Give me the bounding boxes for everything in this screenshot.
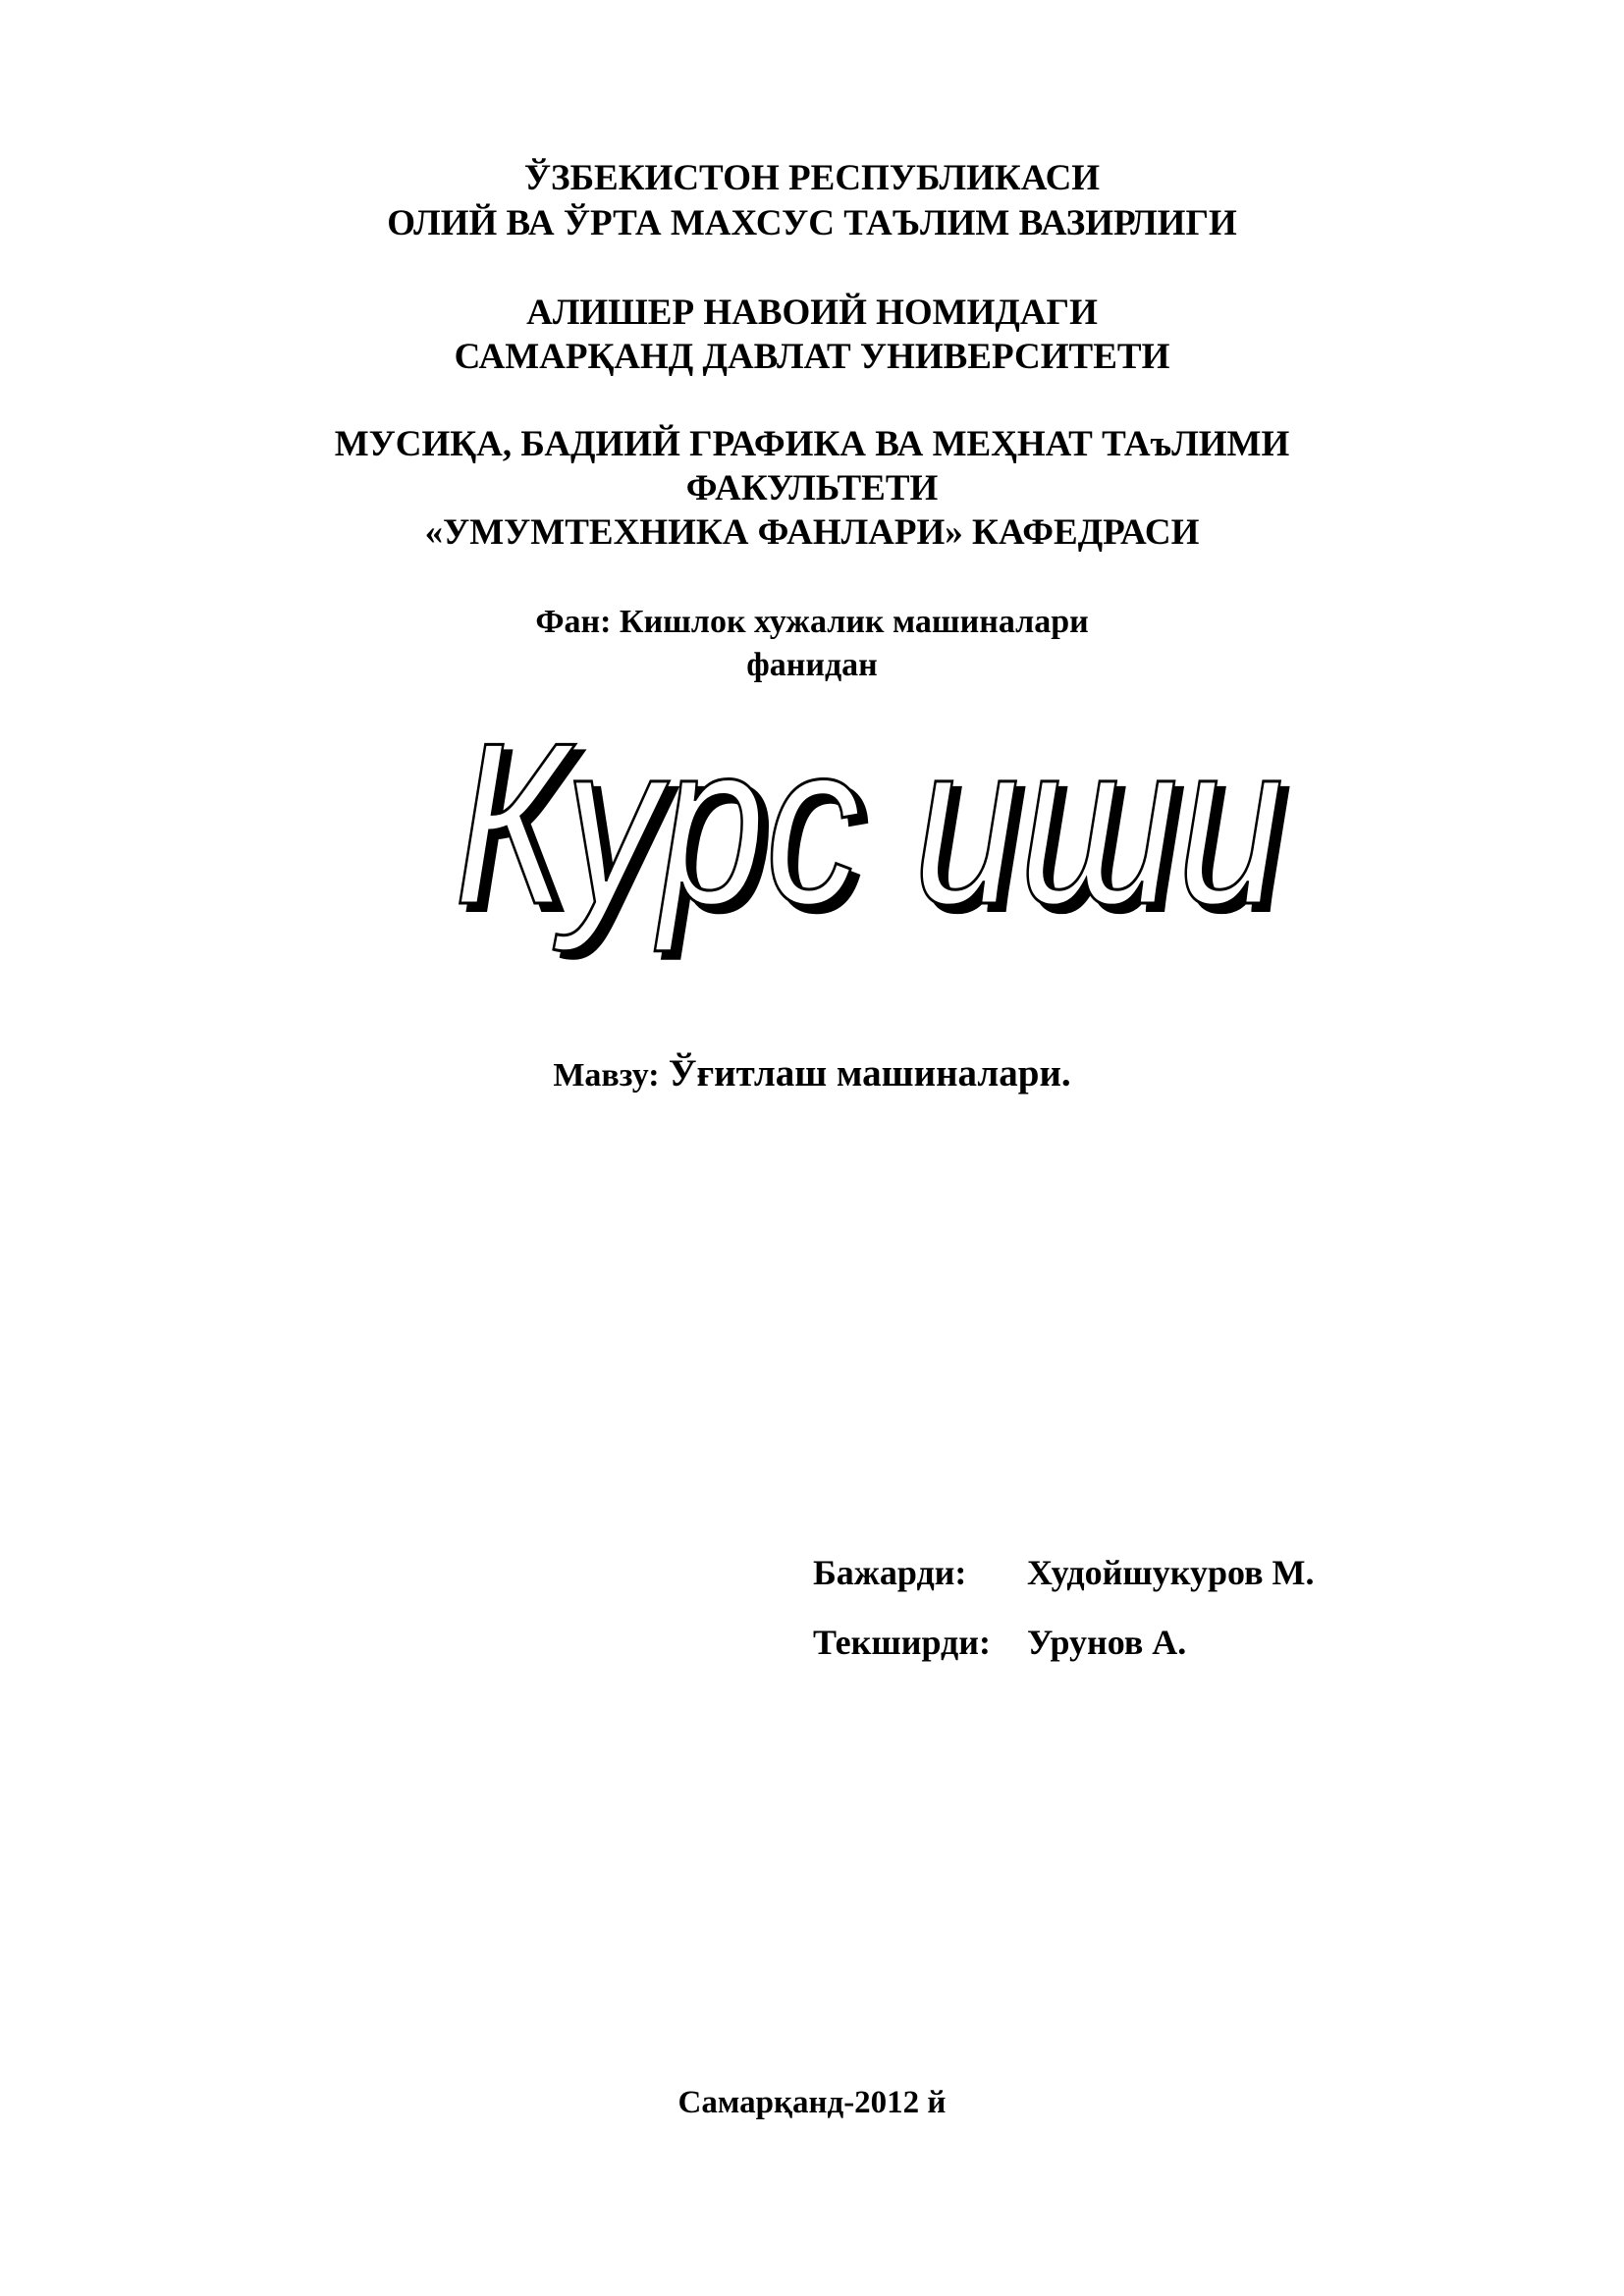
department-heading: «УМУМТЕХНИКА ФАНЛАРИ» КАФЕДРАСИ [424, 512, 1200, 553]
ministry-heading: ОЛИЙ ВА ЎРТА МАХСУС ТАЪЛИМ ВАЗИРЛИГИ [387, 203, 1237, 243]
topic-value: Ўғитлаш машиналари. [668, 1052, 1071, 1095]
subject-line1: Фан: Кишлок хужалик машиналари [535, 604, 1089, 640]
faculty-heading-line1: МУСИҚА, БАДИИЙ ГРАФИКА ВА МЕҲНАТ ТАъЛИМИ [334, 424, 1290, 464]
topic-line [0, 1052, 1624, 1097]
university-heading-line1: АЛИШЕР НАВОИЙ НОМИДАГИ [526, 293, 1098, 333]
signature-label: Бажарди: [813, 1553, 967, 1592]
subject-line2: фанидан [746, 647, 878, 683]
university-heading-line2: САМАРҚАНД ДАВЛАТ УНИВЕРСИТЕТИ [454, 337, 1170, 377]
signature-label: Текширди: [813, 1623, 991, 1662]
title-shadow: Курс иши [461, 702, 1292, 959]
title-text: Курс иши [454, 702, 1284, 952]
topic-label: Мавзу: [553, 1057, 660, 1094]
signature-name: Урунов А. [1027, 1623, 1187, 1662]
city-year-footer: Самарқанд-2012 й [677, 2085, 947, 2120]
faculty-heading-line2: ФАКУЛЬТЕТИ [685, 468, 939, 508]
signature-name: Худойшукуров М. [1027, 1553, 1315, 1592]
signature-row-performer [813, 1551, 1314, 1594]
republic-heading: ЎЗБЕКИСТОН РЕСПУБЛИКАСИ [523, 158, 1101, 198]
signature-row-reviewer [813, 1621, 1186, 1664]
course-work-title-art [419, 702, 1323, 972]
